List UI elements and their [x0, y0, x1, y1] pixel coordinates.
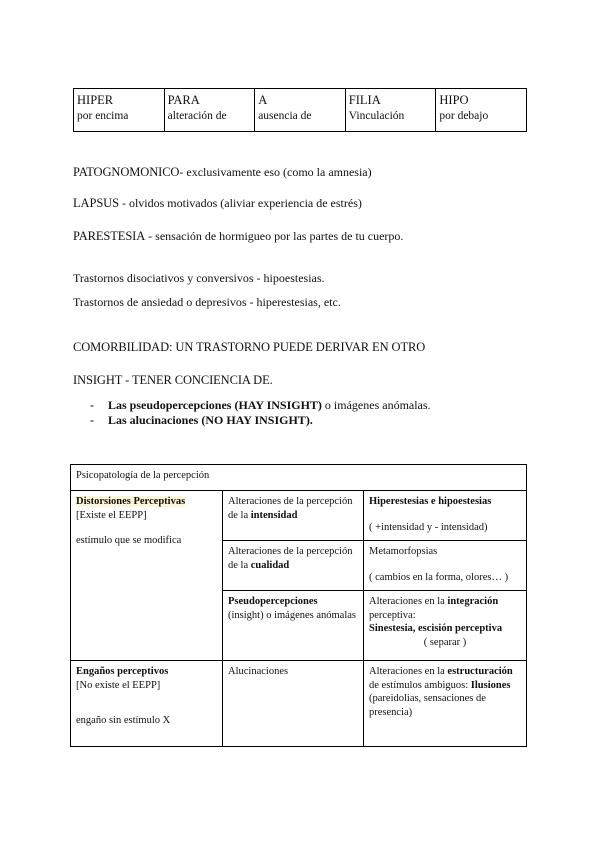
term: PATOGNOMONICO: [73, 165, 180, 179]
integracion-bold: integración: [447, 596, 499, 607]
separar-note: ( separar ): [423, 636, 467, 648]
distorsiones-cell: [71, 491, 223, 661]
pseudopercepciones-cell: [223, 591, 364, 661]
ansiedad-line: Trastornos de ansiedad o depresivos - hiperestesias, etc.: [73, 295, 341, 309]
prefix-meaning: por encima: [77, 110, 129, 122]
hiperestesias-cell: [364, 491, 527, 541]
enganos-label: Engaños perceptivos: [76, 666, 169, 677]
definition: - olvidos motivados (aliviar experiencia de estrés): [118, 196, 362, 210]
distorsiones-sub: [Existe el EEPP]: [76, 509, 147, 521]
patognomonico-line: [73, 165, 372, 180]
prefix-meaning: alteración de: [167, 110, 227, 122]
perception-table: [70, 464, 527, 747]
integracion-pre: Alteraciones en la: [369, 596, 448, 607]
parestesia-line: [73, 229, 403, 244]
intensidad-cell: [223, 491, 364, 541]
cualidad-bold: cualidad: [250, 559, 290, 571]
sinestesia-bold: Sinestesia, escisión perceptiva: [369, 623, 503, 634]
alucinaciones-cell: Alucinaciones: [223, 661, 364, 747]
prefix-meaning: Vinculación: [348, 110, 405, 122]
metamorfopsias-label: Metamorfopsias: [369, 546, 438, 557]
estructuracion-cell: [364, 661, 527, 747]
bullet-bold: Las pseudopercepciones (HAY INSIGHT): [108, 398, 322, 412]
definition: - exclusivamente eso (como la amnesia): [179, 165, 372, 179]
ilusiones-bold: Ilusiones: [470, 679, 511, 691]
prefix-meaning: por debajo: [439, 110, 489, 122]
term: PARESTESIA: [73, 229, 146, 243]
estructuracion-mid: de estímulos ambiguos:: [369, 679, 471, 691]
estructuracion-pre: Alteraciones en la: [369, 666, 448, 677]
insight-text: INSIGHT - TENER CONCIENCIA DE.: [73, 373, 273, 387]
enganos-sub: [No existe el EEPP]: [76, 679, 161, 691]
bullet-item: [90, 413, 313, 428]
integracion-cell: [364, 591, 527, 661]
bullet-bold: Las alucinaciones (NO HAY INSIGHT).: [108, 413, 313, 427]
prefix-table: [73, 88, 527, 132]
insight-line: [73, 373, 273, 388]
prefix-cell: [164, 89, 255, 132]
hiperestesias-sub: ( +intensidad y - intensidad): [369, 521, 488, 533]
metamorfopsias-sub: ( cambios en la forma, olores… ): [369, 571, 509, 583]
enganos-cell: [71, 661, 223, 747]
lapsus-line: [73, 196, 362, 211]
ilusiones-rest: (pareidolias, sensaciones de presencia): [369, 693, 486, 718]
cualidad-pre: Alteraciones de la percepción de la: [228, 546, 353, 571]
cualidad-cell: [223, 541, 364, 591]
hiperestesias-label: Hiperestesias e hipoestesias: [369, 496, 492, 507]
prefix-label: PARA: [167, 93, 200, 107]
bullet-dash: -: [90, 398, 94, 412]
distorsiones-label: Distorsiones Perceptivas: [76, 496, 186, 507]
comorbilidad-text: COMORBILIDAD: UN TRASTORNO PUEDE DERIVAR EN OTRO: [73, 340, 426, 354]
distorsiones-note: estímulo que se modifica: [76, 535, 182, 546]
prefix-cell: [345, 89, 436, 132]
definition: - sensación de hormigueo por las partes de tu cuerpo.: [145, 229, 404, 243]
comorbilidad-line: [73, 340, 425, 355]
disociativos-line: Trastornos disociativos y conversivos - hipoestesias.: [73, 271, 325, 285]
prefix-label: HIPO: [439, 93, 469, 107]
pseudopercepciones-bold: Pseudopercepciones: [228, 596, 318, 607]
bullet-dash: -: [90, 413, 94, 427]
prefix-cell: [436, 89, 527, 132]
intensidad-bold: intensidad: [250, 509, 298, 521]
prefix-cell: [74, 89, 165, 132]
prefix-meaning: ausencia de: [258, 110, 312, 122]
prefix-cell: [255, 89, 346, 132]
prefix-label: A: [258, 93, 268, 107]
intensidad-pre: Alteraciones de la percepción de la: [228, 496, 353, 521]
prefix-label: FILIA: [348, 93, 381, 107]
integracion-mid: perceptiva:: [369, 609, 416, 621]
estructuracion-bold: estructuración: [447, 666, 513, 677]
term: LAPSUS: [73, 196, 119, 210]
enganos-note: engaño sin estímulo X: [76, 715, 171, 726]
bullet-item: [90, 398, 431, 413]
pseudopercepciones-rest: (insight) o imágenes anómalas: [228, 609, 357, 621]
metamorfopsias-cell: [364, 541, 527, 591]
prefix-label: HIPER: [77, 93, 114, 107]
bullet-rest: o imágenes anómalas.: [321, 398, 431, 412]
table-title: Psicopatología de la percepción: [71, 465, 527, 491]
